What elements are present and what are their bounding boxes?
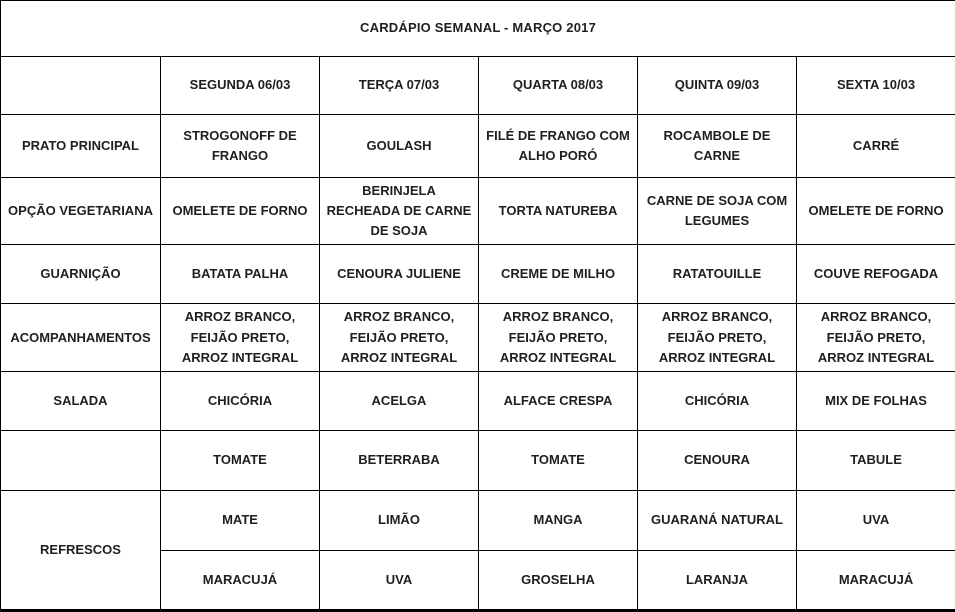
menu-cell: ARROZ BRANCO, FEIJÃO PRETO, ARROZ INTEGRAL: [638, 304, 797, 371]
table-row-guarnicao: [1, 245, 955, 304]
title-row: [1, 1, 955, 57]
day-header-row: [1, 57, 955, 115]
day-header-quarta: QUARTA 08/03: [479, 57, 638, 115]
table-row-prato-principal: [1, 115, 955, 178]
day-header-terca: TERÇA 07/03: [320, 57, 479, 115]
table-row-salada-2: [1, 430, 955, 490]
table-row-opcao-vegetariana: [1, 178, 955, 245]
menu-cell: STROGONOFF DE FRANGO: [161, 115, 320, 178]
menu-cell: UVA: [320, 550, 479, 610]
row-label: SALADA: [1, 371, 161, 430]
menu-cell: ROCAMBOLE DE CARNE: [638, 115, 797, 178]
menu-cell: MIX DE FOLHAS: [797, 371, 955, 430]
day-header-sexta: SEXTA 10/03: [797, 57, 955, 115]
menu-cell: TOMATE: [479, 430, 638, 490]
table-row-salada: [1, 371, 955, 430]
menu-cell: CREME DE MILHO: [479, 245, 638, 304]
menu-cell: ARROZ BRANCO, FEIJÃO PRETO, ARROZ INTEGRAL: [797, 304, 955, 371]
menu-cell: GUARANÁ NATURAL: [638, 490, 797, 550]
row-label: PRATO PRINCIPAL: [1, 115, 161, 178]
menu-cell: CENOURA: [638, 430, 797, 490]
menu-cell: MANGA: [479, 490, 638, 550]
page-title: CARDÁPIO SEMANAL - MARÇO 2017: [1, 1, 955, 57]
row-label: OPÇÃO VEGETARIANA: [1, 178, 161, 245]
row-label: [1, 430, 161, 490]
menu-cell: OMELETE DE FORNO: [161, 178, 320, 245]
menu-cell: CHICÓRIA: [161, 371, 320, 430]
menu-cell: UVA: [797, 490, 955, 550]
menu-cell: MARACUJÁ: [161, 550, 320, 610]
menu-cell: MARACUJÁ: [797, 550, 955, 610]
menu-cell: BETERRABA: [320, 430, 479, 490]
menu-cell: OMELETE DE FORNO: [797, 178, 955, 245]
menu-cell: ALFACE CRESPA: [479, 371, 638, 430]
menu-cell: BATATA PALHA: [161, 245, 320, 304]
menu-cell: MATE: [161, 490, 320, 550]
menu-cell: ARROZ BRANCO, FEIJÃO PRETO, ARROZ INTEGRAL: [479, 304, 638, 371]
menu-cell: BERINJELA RECHEADA DE CARNE DE SOJA: [320, 178, 479, 245]
menu-cell: TORTA NATUREBA: [479, 178, 638, 245]
row-label: ACOMPANHAMENTOS: [1, 304, 161, 371]
menu-cell: ACELGA: [320, 371, 479, 430]
corner-cell: [1, 57, 161, 115]
menu-cell: GOULASH: [320, 115, 479, 178]
row-label: REFRESCOS: [1, 490, 161, 610]
menu-cell: ARROZ BRANCO, FEIJÃO PRETO, ARROZ INTEGRAL: [161, 304, 320, 371]
menu-cell: GROSELHA: [479, 550, 638, 610]
menu-cell: TOMATE: [161, 430, 320, 490]
table-row-acompanhamentos: [1, 304, 955, 371]
menu-cell: FILÉ DE FRANGO COM ALHO PORÓ: [479, 115, 638, 178]
menu-cell: CHICÓRIA: [638, 371, 797, 430]
table-row-refrescos-1: [1, 490, 955, 550]
menu-cell: CARNE DE SOJA COM LEGUMES: [638, 178, 797, 245]
menu-cell: COUVE REFOGADA: [797, 245, 955, 304]
menu-cell: LIMÃO: [320, 490, 479, 550]
menu-cell: ARROZ BRANCO, FEIJÃO PRETO, ARROZ INTEGRAL: [320, 304, 479, 371]
menu-cell: RATATOUILLE: [638, 245, 797, 304]
menu-cell: CARRÉ: [797, 115, 955, 178]
row-label: GUARNIÇÃO: [1, 245, 161, 304]
menu-cell: CENOURA JULIENE: [320, 245, 479, 304]
menu-cell: TABULE: [797, 430, 955, 490]
menu-cell: LARANJA: [638, 550, 797, 610]
day-header-segunda: SEGUNDA 06/03: [161, 57, 320, 115]
day-header-quinta: QUINTA 09/03: [638, 57, 797, 115]
